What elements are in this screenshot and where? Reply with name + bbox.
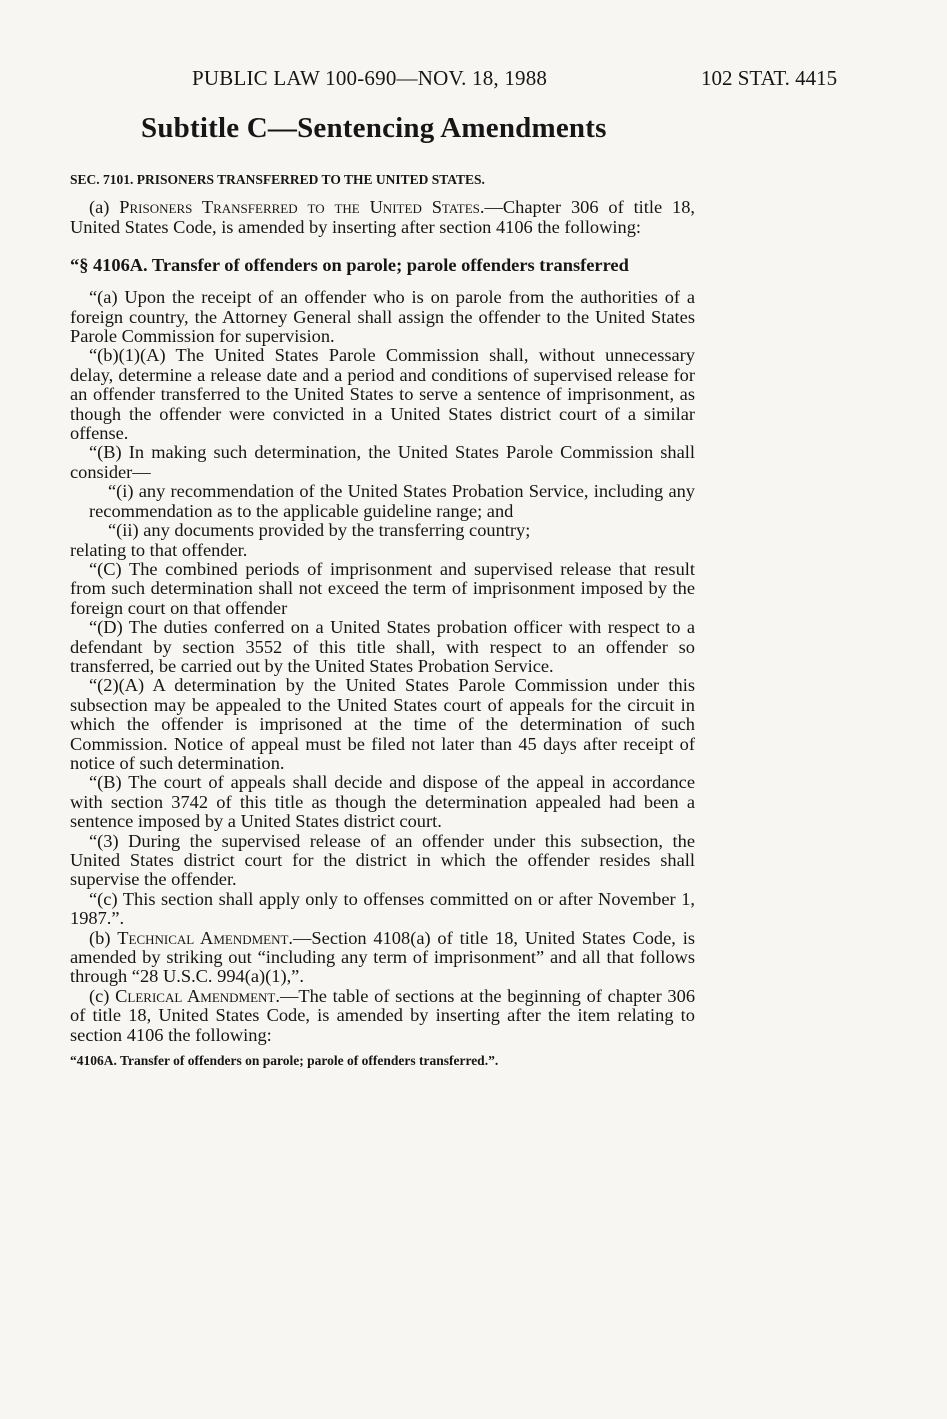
subsection-c: “(c) This section shall apply only to offenses committed on or after November 1, 1987.”.: [70, 888, 695, 929]
paragraph-c-caption: Clerical Amendment.: [115, 985, 280, 1006]
new-section-heading: “§ 4106A. Transfer of offenders on parole; parole offenders transferred: [70, 255, 629, 276]
section-heading: SEC. 7101. PRISONERS TRANSFERRED TO THE UNITED STATES.: [70, 172, 485, 187]
body-text: [70, 166, 695, 1070]
subsection-b-1-A: “(b)(1)(A) The United States Parole Commission shall, without unnecessary delay, determine a release date and a period and conditions of supervised release for an offender transferred to the United States to serve a sentence of imprisonment, as though the offender were convicted in a United States district court of a similar offense.: [70, 345, 695, 444]
subsection-b-2-A: “(2)(A) A determination by the United States Parole Commission under this subsection may be appealed to the United States court of appeals for the circuit in which the offender is imprisoned at the time of the determination of such Commission. Notice of appeal must be filed not later than 45 days after receipt of notice of such determination.: [70, 675, 695, 773]
subsection-b-3: “(3) During the supervised release of an offender under this subsection, the United States district court for the district in which the offender resides shall supervise the offender.: [70, 830, 695, 890]
clause-i: “(i) any recommendation of the United States Probation Service, including any recommendation as to the applicable guideline range; and: [89, 481, 695, 521]
paragraph-b-caption: Technical Amendment.: [117, 927, 294, 948]
table-of-sections-item: “4106A. Transfer of offenders on parole; parole of offenders transferred.”.: [70, 1053, 499, 1069]
subsection-b-1-B: “(B) In making such determination, the United States Parole Commission shall consider—: [70, 442, 695, 482]
paragraph-c: (c) Clerical Amendment.—The table of sections at the beginning of chapter 306 of title 18, United States Code, is amended by inserting after the item relating to section 4106 the following:: [70, 985, 696, 1045]
paragraph-a-caption: Prisoners Transferred to the United States.: [119, 197, 485, 218]
subsection-b-1-D: “(D) The duties conferred on a United States probation officer with respect to a defendant by section 3552 of this title shall, with respect to an offender so transferred, be carried out by the United States Probation Service.: [70, 617, 695, 676]
stat-page-number: 102 STAT. 4415: [701, 66, 838, 90]
subtitle-heading: Subtitle C—Sentencing Amendments: [141, 112, 607, 144]
subsection-b-1-C: “(C) The combined periods of imprisonment and supervised release that result from such determination shall not exceed the term of imprisonment imposed by the foreign court on that offender: [70, 558, 695, 618]
page-header: [0, 66, 947, 96]
clause-ii: “(ii) any documents provided by the transferring country;: [108, 520, 531, 541]
subsection-a: “(a) Upon the receipt of an offender who is on parole from the authorities of a foreign country, the Attorney General shall assign the offender to the United States Parole Commission for supervision.: [70, 287, 695, 347]
paragraph-b: (b) Technical Amendment.—Section 4108(a) of title 18, United States Code, is amended by striking out “including any term of imprisonment” and all that follows through “28 U.S.C. 994(a)(1),”.: [70, 927, 695, 987]
paragraph-a: (a) Prisoners Transferred to the United States.—Chapter 306 of title 18, United States Code, is amended by inserting after section 4106 the following:: [70, 197, 696, 237]
public-law-citation: PUBLIC LAW 100-690—NOV. 18, 1988: [192, 66, 548, 90]
subsection-b-2-B: “(B) The court of appeals shall decide and dispose of the appeal in accordance with section 3742 of this title as though the determination appealed had been a sentence imposed by a United States district court.: [70, 772, 695, 832]
clause-tail: relating to that offender.: [70, 539, 248, 560]
